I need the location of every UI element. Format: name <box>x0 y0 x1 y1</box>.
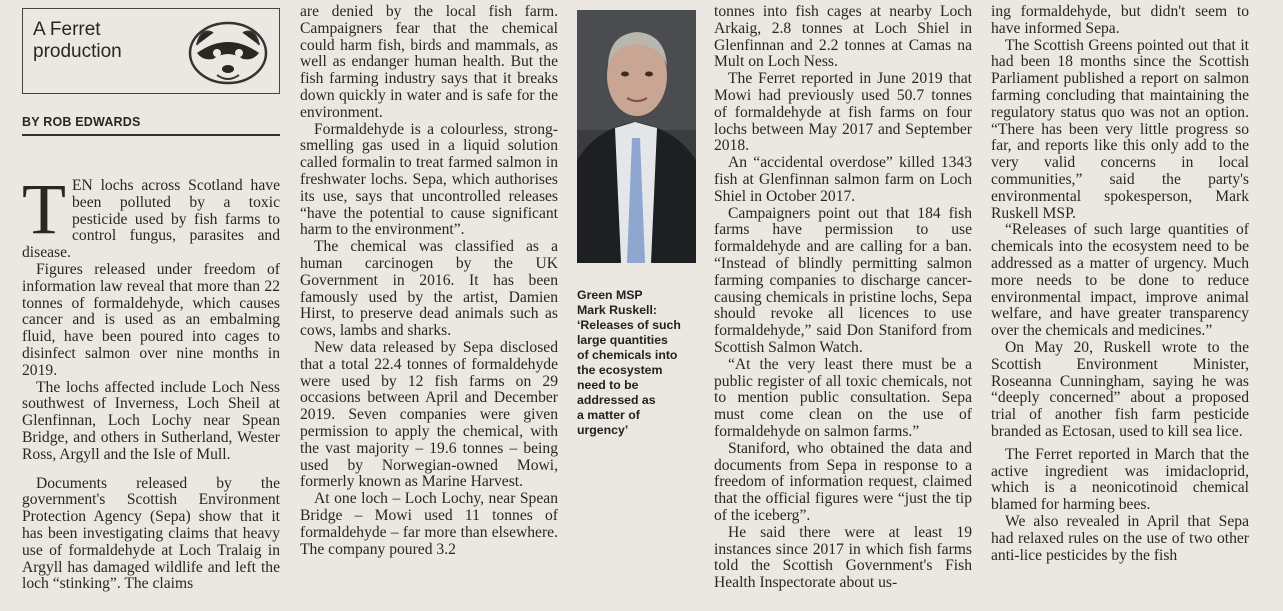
article-paragraph: tonnes into fish cages at nearby Loch Arkaig, 2.8 tonnes at Loch Shiel in Glenfinnan and 2.2 tonnes at Camas na Mult on Loch Ness. <box>714 3 972 71</box>
article-paragraph: Figures released under freedom of information law reveal that more than 22 tonnes of formaldehyde, which causes cancer and is used as an embalming fluid, have been poured into cages to disinfect salmon over nine months in 2019. <box>22 260 280 379</box>
article-column-4 <box>991 4 1249 564</box>
section-title-line2: production <box>33 41 122 62</box>
ferret-face-icon <box>187 17 269 87</box>
article-paragraph: are denied by the local fish farm. Campaigners fear that the chemical could harm fish, birds and mammals, as well as endanger human health. But the fish farming industry says that it breaks down quickly in water and is safe for the environment. <box>300 3 558 121</box>
article-paragraph: The Ferret reported in March that the active ingredient was imidacloprid, which is a neonicotinoid chemical blamed for harming bees. <box>991 445 1249 514</box>
article-paragraph: ing formaldehyde, but didn't seem to have informed Sepa. <box>991 3 1249 37</box>
photo-caption <box>577 288 699 438</box>
article-paragraph: Documents released by the government's Scottish Environment Protection Agency (Sepa) show that it has been investigating claims that heavy use of formaldehyde at Loch Tralaig in Argyll has damaged wildlife and left the loch “stinking”. The claims <box>22 474 280 593</box>
caption-line: Green MSP <box>577 288 643 302</box>
caption-line: large quantities <box>577 333 668 347</box>
article-paragraph: Formaldehyde is a colourless, strong-smelling gas used in a liquid solution called formalin to treat farmed salmon in freshwater lochs. Sepa, which authorises its use, says that uncontrolled releases “have the potential to cause significant harm to the environment”. <box>300 120 558 239</box>
caption-line: urgency’ <box>577 423 629 437</box>
caption-line: the ecosystem <box>577 363 663 377</box>
lead-paragraph-text: EN lochs across Scotland have been polluted by a toxic pesticide used by fish farms to control fungus, parasites and disease. <box>22 177 280 262</box>
caption-line: Mark Ruskell: <box>577 303 657 317</box>
section-title-line1: A Ferret <box>33 19 101 40</box>
article-paragraph: “Releases of such large quantities of chemicals into the ecosystem need to be addressed as a matter of urgency. Much more needs to be done to reduce environmental impact, improve animal welfare, and have greater transparency over the chemicals and medicines.” <box>991 221 1249 340</box>
article-paragraph: “At the very least there must be a public register of all toxic chemicals, not to mention public consultation. Sepa must come clean on the use of formaldehyde on salmon farms.” <box>714 355 972 440</box>
photo-mark-ruskell <box>577 10 696 263</box>
lead-paragraph <box>22 169 280 262</box>
article-column-3 <box>714 4 972 592</box>
byline: BY ROB EDWARDS <box>22 115 280 136</box>
article-paragraph: An “accidental overdose” killed 1343 fish at Glenfinnan salmon farm on Loch Shiel in October 2017. <box>714 154 972 205</box>
article-paragraph: The chemical was classified as a human carcinogen by the UK Government in 2016. It has been famously used by the artist, Damien Hirst, to preserve dead animals such as cows, lambs and sharks. <box>300 238 558 340</box>
caption-line: addressed as <box>577 393 656 407</box>
article-paragraph: At one loch – Loch Lochy, near Spean Bridge – Mowi used 11 tonnes of formaldehyde – far more than elsewhere. The company poured 3.2 <box>300 490 558 558</box>
article-paragraph: Campaigners point out that 184 fish farms have permission to use formaldehyde and are calling for a ban. “Instead of blindly permitting salmon farming companies to discharge cancer-causing chemicals in pristine lochs, Sepa should revoke all licences to use formaldehyde,” said Don Staniford from Scottish Salmon Watch. <box>714 204 972 356</box>
caption-line: need to be <box>577 378 639 392</box>
portrait-image <box>577 10 696 263</box>
drop-cap: T <box>22 169 66 249</box>
article-paragraph: Staniford, who obtained the data and documents from Sepa in response to a freedom of information request, claimed that the official figures were “just the tip of the iceberg”. <box>714 439 972 524</box>
caption-line: a matter of <box>577 408 640 422</box>
section-title <box>33 19 122 63</box>
article-paragraph: The Ferret reported in June 2019 that Mowi had previously used 50.7 tonnes of formaldehyde at fish farms on four lochs between May 2017 and September 2018. <box>714 70 972 155</box>
article-paragraph: The Scottish Greens pointed out that it had been 18 months since the Scottish Parliament published a report on salmon farming concluding that maintaining the regulatory status quo was not an option. “There has been very little progress so far, and reports like this only add to the very valid concerns in local communities,” said the party's environmental spokesperson, Mark Ruskell MSP. <box>991 36 1249 222</box>
article-paragraph: New data released by Sepa disclosed that a total 22.4 tonnes of formaldehyde were used by 12 fish farms on 29 occasions between April and December 2019. Seven companies were given permission to apply the chemical, with the vast majority – 19.6 tonnes – being used by Norwegian-owned Mowi, formerly known as Marine Harvest. <box>300 338 558 491</box>
article-column-2 <box>300 4 558 558</box>
article-column-1 <box>22 169 280 593</box>
ferret-section-logo <box>22 8 280 94</box>
caption-line: ‘Releases of such <box>577 318 681 332</box>
article-paragraph: We also revealed in April that Sepa had relaxed rules on the use of two other anti-lice pesticides by the fish <box>991 512 1249 564</box>
article-paragraph: The lochs affected include Loch Ness southwest of Inverness, Loch Sheil at Glenfinnan, Loch Lochy near Spean Bridge, and others in Sutherland, Wester Ross, Argyll and the Isle of Mull. <box>22 378 280 463</box>
caption-line: of chemicals into <box>577 348 678 362</box>
article-paragraph: He said there were at least 19 instances since 2017 in which fish farms told the Scottish Government's Fish Health Inspectorate about us- <box>714 523 972 592</box>
article-paragraph: On May 20, Ruskell wrote to the Scottish Environment Minister, Roseanna Cunningham, saying he was “deeply concerned” about a proposed trial of another fish farm pesticide branded as Ectosan, used to kill sea lice. <box>991 338 1249 440</box>
